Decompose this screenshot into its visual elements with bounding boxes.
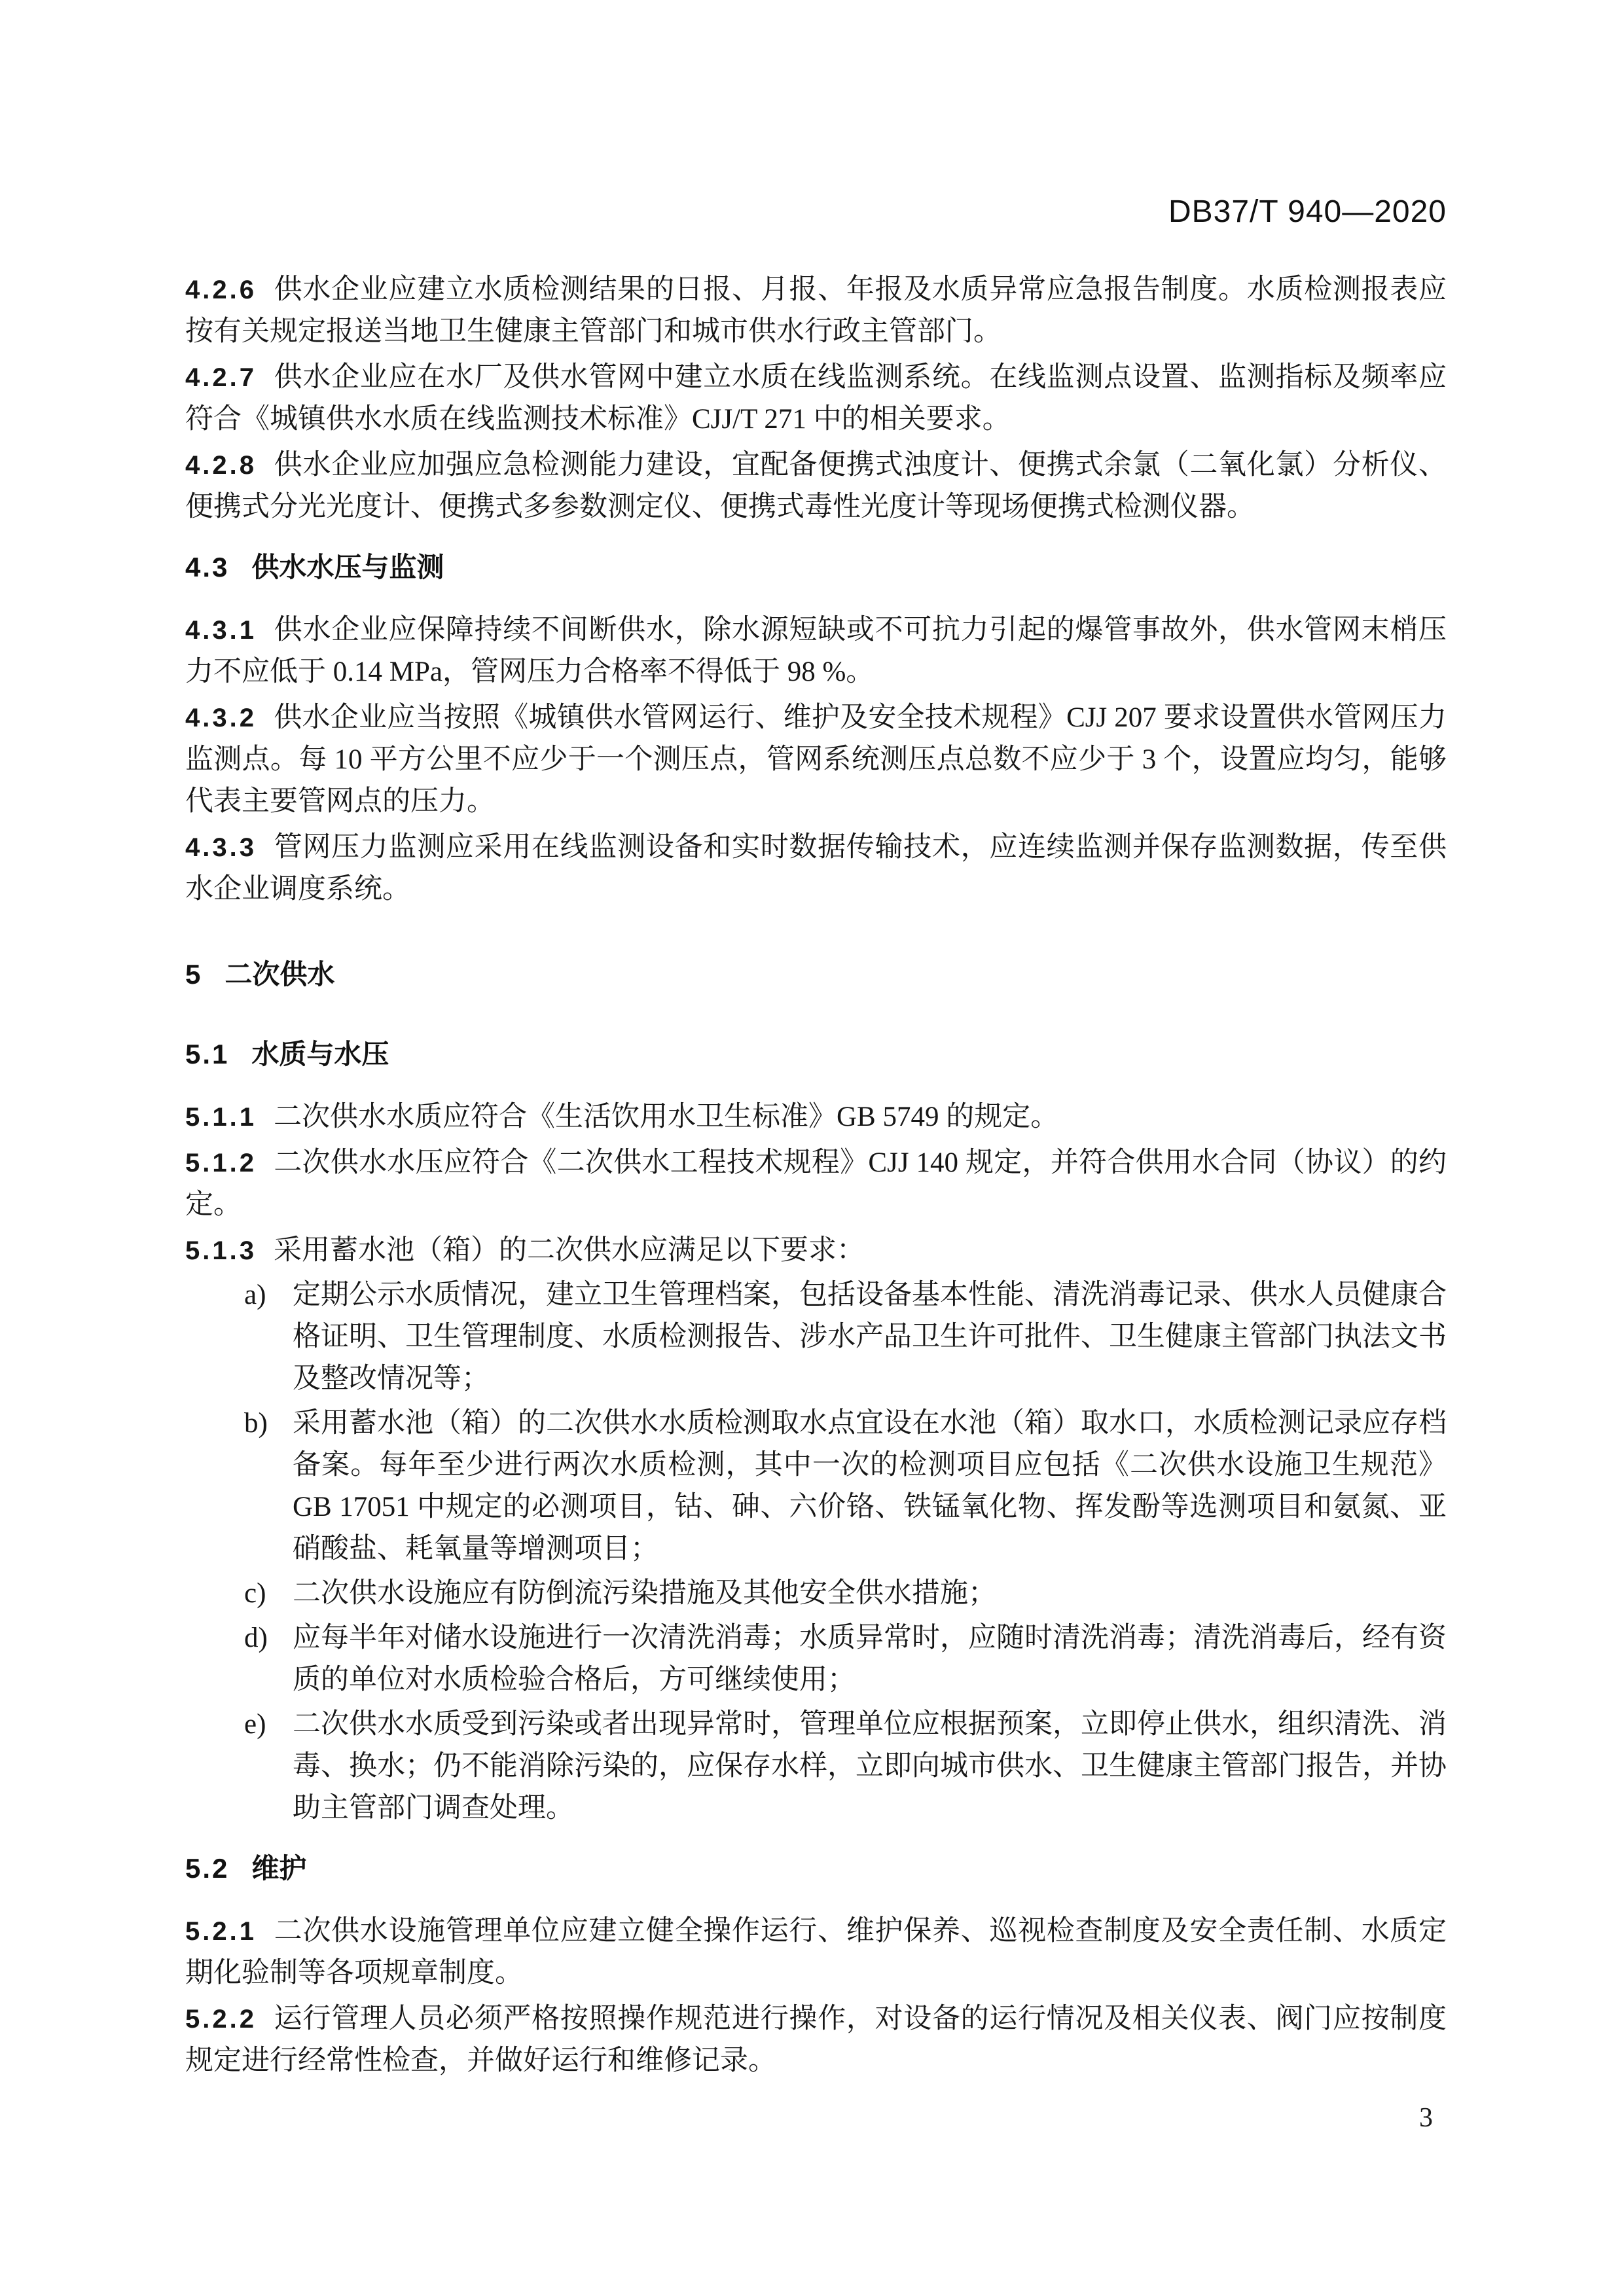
section-number: 4.3: [185, 551, 230, 583]
section-number: 5.1: [185, 1038, 230, 1069]
list-text: 应每半年对储水设施进行一次清洗消毒；水质异常时，应随时清洗消毒；清洗消毒后，经有资质的单位对水质检验合格后，方可继续使用；: [293, 1622, 1447, 1695]
list-item-e: [185, 1704, 1447, 1829]
clause-text: 供水企业应在水厂及供水管网中建立水质在线监测系统。在线监测点设置、监测指标及频率应符合《城镇供水水质在线监测技术标准》CJJ/T 271 中的相关要求。: [185, 361, 1447, 435]
list-marker: c): [244, 1577, 266, 1609]
clause-number: 5.2.2: [185, 2004, 257, 2034]
clause-number: 5.2.1: [185, 1916, 257, 1946]
section-title: 维护: [251, 1852, 307, 1884]
list-item-d: [185, 1617, 1447, 1701]
clause-number: 4.3.3: [185, 833, 257, 862]
doc-number: DB37/T 940—2020: [1168, 194, 1447, 229]
clause-4.2.7: [185, 357, 1447, 440]
section-heading-5.2: [185, 1848, 1447, 1890]
clause-5.1.2: [185, 1142, 1447, 1226]
clause-number: 4.3.2: [185, 703, 257, 732]
clause-number: 5.1.1: [185, 1102, 257, 1132]
clause-number: 4.2.8: [185, 450, 257, 480]
clause-4.2.8: [185, 444, 1447, 528]
list-text: 二次供水水质受到污染或者出现异常时，管理单位应根据预案，立即停止供水，组织清洗、消毒、换水；仍不能消除污染的，应保存水样，立即向城市供水、卫生健康主管部门报告，并协助主管部门调查处理。: [293, 1708, 1447, 1823]
list-item-c: [185, 1573, 1447, 1615]
document-body: [185, 269, 1447, 2082]
clause-text: 二次供水设施管理单位应建立健全操作运行、维护保养、巡视检查制度及安全责任制、水质定期化验制等各项规章制度。: [185, 1915, 1447, 1988]
clause-4.3.3: [185, 827, 1447, 910]
clause-text: 供水企业应保障持续不间断供水，除水源短缺或不可抗力引起的爆管事故外，供水管网末梢压力不应低于 0.14 MPa，管网压力合格率不得低于 98 %。: [185, 614, 1447, 687]
clause-text: 供水企业应加强应急检测能力建设，宜配备便携式浊度计、便携式余氯（二氧化氯）分析仪、便携式分光光度计、便携式多参数测定仪、便携式毒性光度计等现场便携式检测仪器。: [185, 449, 1447, 522]
clause-text: 二次供水水压应符合《二次供水工程技术规程》CJJ 140 规定，并符合供用水合同（协议）的约定。: [185, 1147, 1447, 1220]
clause-number: 5.1.3: [185, 1236, 257, 1265]
clause-text: 供水企业应建立水质检测结果的日报、月报、年报及水质异常应急报告制度。水质检测报表应按有关规定报送当地卫生健康主管部门和城市供水行政主管部门。: [185, 274, 1447, 347]
clause-text: 供水企业应当按照《城镇供水管网运行、维护及安全技术规程》CJJ 207 要求设置供水管网压力监测点。每 10 平方公里不应少于一个测压点，管网系统测压点总数不应少于 3 个，设置应均匀，能够代表主要管网点的压力。: [185, 702, 1447, 817]
clause-number: 4.2.6: [185, 275, 257, 304]
clause-number: 4.2.7: [185, 363, 257, 392]
page-number: 3: [1419, 2103, 1433, 2133]
clause-number: 5.1.2: [185, 1148, 257, 1177]
clause-number: 4.3.1: [185, 615, 257, 645]
list-text: 采用蓄水池（箱）的二次供水水质检测取水点宜设在水池（箱）取水口，水质检测记录应存档备案。每年至少进行两次水质检测，其中一次的检测项目应包括《二次供水设施卫生规范》GB 17051 中规定的必测项目，钴、砷、六价铬、铁锰氧化物、挥发酚等选测项目和氨氮、亚硝酸盐、耗氧量等增测项目；: [293, 1407, 1447, 1564]
clause-4.3.2: [185, 697, 1447, 823]
chapter-number: 5: [185, 958, 203, 990]
clause-text: 采用蓄水池（箱）的二次供水应满足以下要求：: [273, 1234, 865, 1266]
clause-text: 二次供水水质应符合《生活饮用水卫生标准》GB 5749 的规定。: [273, 1101, 1059, 1132]
list-text: 定期公示水质情况，建立卫生管理档案，包括设备基本性能、清洗消毒记录、供水人员健康合格证明、卫生管理制度、水质检测报告、涉水产品卫生许可批件、卫生健康主管部门执法文书及整改情况等；: [293, 1279, 1447, 1394]
list-marker: e): [244, 1708, 266, 1740]
chapter-title: 二次供水: [225, 958, 335, 990]
clause-4.3.1: [185, 609, 1447, 693]
clause-text: 管网压力监测应采用在线监测设备和实时数据传输技术，应连续监测并保存监测数据，传至供水企业调度系统。: [185, 831, 1447, 905]
section-heading-4.3: [185, 547, 1447, 588]
clause-4.2.6: [185, 269, 1447, 353]
section-title: 供水水压与监测: [251, 551, 444, 583]
list-text: 二次供水设施应有防倒流污染措施及其他安全供水措施；: [293, 1577, 996, 1609]
list-item-a: [185, 1274, 1447, 1400]
chapter-heading-5: [185, 954, 1447, 996]
section-heading-5.1: [185, 1033, 1447, 1075]
section-title: 水质与水压: [251, 1038, 389, 1069]
list-marker: a): [244, 1279, 266, 1310]
clause-text: 运行管理人员必须严格按照操作规范进行操作，对设备的运行情况及相关仪表、阀门应按制度规定进行经常性检查，并做好运行和维修记录。: [185, 2003, 1447, 2076]
clause-5.2.2: [185, 1998, 1447, 2082]
list-marker: b): [244, 1407, 268, 1439]
clause-5.1.1: [185, 1096, 1447, 1138]
clause-5.1.3: [185, 1230, 1447, 1272]
clause-5.2.1: [185, 1910, 1447, 1994]
section-number: 5.2: [185, 1852, 230, 1884]
list-marker: d): [244, 1622, 268, 1653]
list-item-b: [185, 1403, 1447, 1570]
